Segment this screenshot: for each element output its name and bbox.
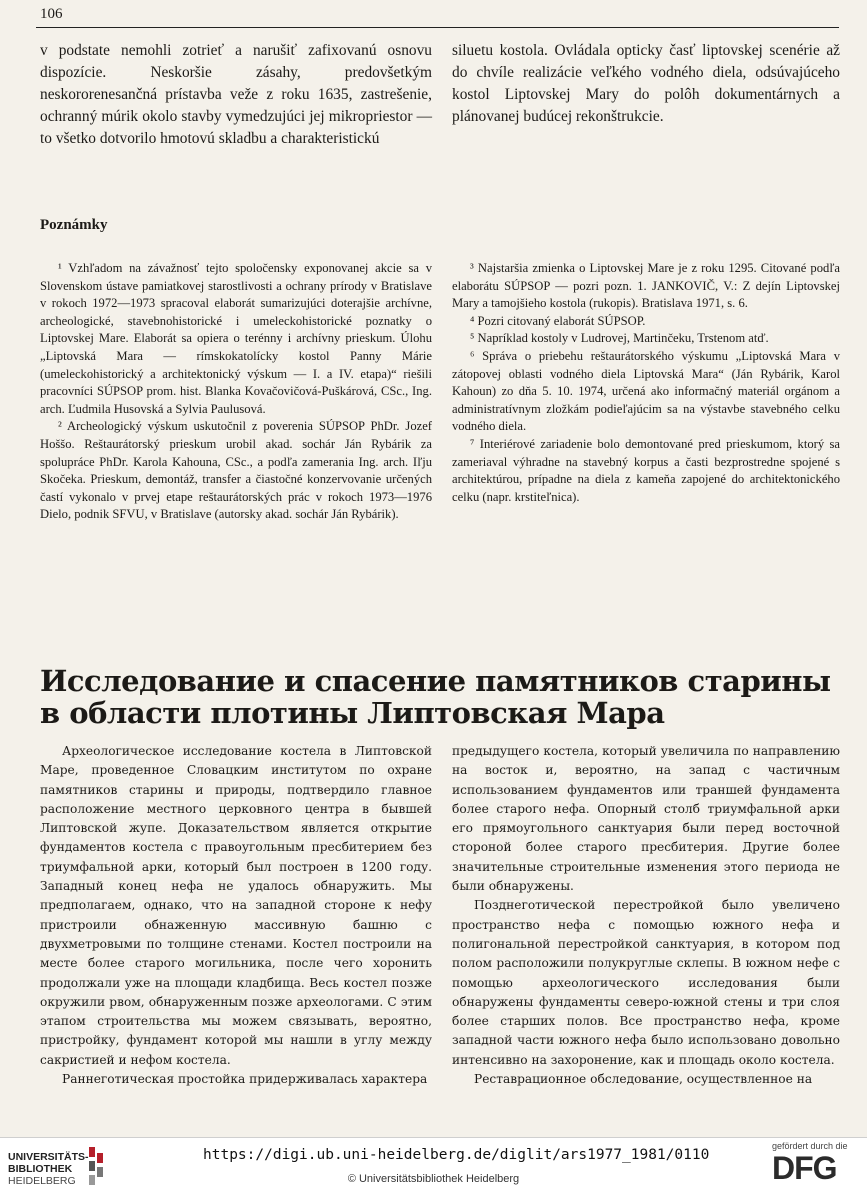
russian-left-column [40,742,432,1089]
footnote: ⁵ Napríklad kostoly v Ludrovej, Martinčeku, Trstenom atď. [470,331,769,346]
body-left-column [40,40,432,150]
page-number: 106 [40,6,63,22]
footnote: ¹ Vzhľadom na závažnosť tejto spoločensky exponovanej akcie sa v Slovenskom ústave pamiatkovej starostlivosti a ochrany prírody v Bratislave v rokoch 1972—1973 spracoval elaborát sumarizujúci doterajšie archívne, archeologické, stavebnohistorické i umeleckohistorické poznatky o Liptovskej Mare. Elaborát sa opiera o terénny i archívny prieskum. Úlohu „Liptovská Mara — rímskokatolícky kostol Panny Márie (umeleckohistorický a architektonický výskum — I. a IV. etapa)“ riešili pracovníci SÚPSOP prom. hist. Blanka Kovačovičová-Puškárová, CSc., Ing. arch. Ľudmila Husovská a Sylvia Paulusová. [40,261,432,416]
footer-bar [0,1137,867,1196]
russian-title [40,665,840,729]
copyright-notice [0,1173,867,1185]
russian-paragraph: предыдущего костела, который увеличила по направлению на восток и, вероятно, на запад с частичным использованием фундаментов или траншей фундамента более старого нефа. Опорный столб триумфальной арки его прямоугольного санктуария были перед восточной стороной более старого пресбитерия. Другие более значительные строительные изменения этого периода не были обнаружены. [452,744,840,894]
funder-logo[interactable]: DFG [772,1150,837,1186]
permalink-url[interactable]: https://digi.ub.uni-heidelberg.de/diglit/ars1977_1981/0110 [203,1147,710,1163]
russian-right-column [452,742,840,1089]
russian-title-line: в области плотины Липтовская Мара [40,696,665,730]
library-logo-line: HEIDELBERG [8,1175,76,1187]
notes-heading: Poznámky [40,217,108,233]
notes-right-column [452,260,840,506]
russian-paragraph: Позднеготической перестройкой было увеличено пространство нефа с помощью южного нефа и полигональной перестройкой санктуария, в котором под полом расположили полукруглые склепы. В южном нефе с помощью археологического исследования были обнаружены фундаменты северо-южной стены и три слоя более старших полов. Все пространство нефа, кроме западной части южного нефа было использовано довольно интенсивно на захоронение, как и площадь около костела. [452,898,840,1067]
funder-label: gefördert durch die [772,1141,848,1151]
footnote: ² Archeologický výskum uskutočnil z poverenia SÚPSOP PhDr. Jozef Hoššo. Reštaurátorský prieskum urobil akad. sochár Ján Rybárik za spolupráce PhDr. Karola Kahouna, CSc., a podľa zamerania Ing. arch. Iľju Skočeka. Prieskum, demontáž, transfer a čiastočné konzervovanie určených častí vykonalo v prvej etape reštaurátorských prác v rokoch 1973—1976 Dielo, podnik SFVU, v Bratislave (autorsky akad. sochár Ján Rybárik). [40,419,432,522]
copyright-text: © Universitätsbibliothek Heidelberg [347,1173,520,1185]
russian-title-line: Исследование и спасение памятников старины [40,664,831,698]
library-logo-line: UNIVERSITÄTS- [8,1151,89,1163]
footnote: ⁴ Pozri citovaný elaborát SÚPSOP. [470,313,646,328]
body-paragraph: siluetu kostola. Ovládala opticky časť liptovskej scenérie až do chvíle realizácie veľkého vodného diela, odsúvajúceho kostol Liptovskej Mary do polôh dokumentárnych a plánovanej budúcej rekonštrukcie. [452,42,840,125]
footnote: ³ Najstaršia zmienka o Liptovskej Mare je z roku 1295. Citované podľa elaborátu SÚPSOP — pozri pozn. 1. JANKOVIČ, V.: Z dejín Liptovskej Mary a tamojšieho kostola (rukopis). Bratislava 1971, s. 6. [452,261,840,311]
russian-paragraph: Археологическое исследование костела в Липтовской Маре, проведенное Словацким институтом по охране памятников старины и природы, подтвердило главное расположение местного церковного центра в бывшей Липтовской жупе. Доказательством является открытие фундаментов костела с правоугольным пресбитерием без триумфальной арки, который был построен в 1200 году. Западный конец нефа не удалось обнаружить. Мы предполагаем, однако, что на западной стороне к нефу пристроили обнаженную массивную башню с двухметровыми по толщине стенами. Костел построили на месте более старого могильника, после чего хоронить продолжали уже на площади кладбища. Весь костел позже окружили рвом, обнаруженным позже археологами. С этим этапом строительства мы можем связывать, вероятно, пристройку, фундамент которой мы нашли в углу между сакристией и нефом костела. [40,744,432,1067]
footnote: ⁶ Správa o priebehu reštaurátorského výskumu „Liptovská Mara v zátopovej oblasti vodného diela Liptovská Mara“ (Ján Rybárik, Karol Kahoun) zo dňa 5. 10. 1974, určená ako informačný materiál orgánom a administratívnym zložkám podieľajúcim sa na výstavbe stavebného celku vodného diela. [452,348,840,434]
top-rule [36,27,839,28]
russian-paragraph: Реставрационное обследование, осуществленное на [474,1072,813,1087]
library-logo-line: BIBLIOTHEK [8,1163,73,1175]
russian-paragraph: Раннеготическая простойка придерживалась характера [62,1072,428,1087]
footer-rule [0,1137,867,1138]
notes-left-column [40,260,432,524]
body-right-column [452,40,840,128]
footnote: ⁷ Interiérové zariadenie bolo demontované pred prieskumom, ktorý sa zameriaval výhradne na stavebný korpus a časti bezprostredne spojené s architektúrou, prípadne na diela z kameňa zapojené do architektonického celku (napr. krstiteľnica). [452,436,840,504]
body-paragraph: v podstate nemohli zotrieť a narušiť zafixovanú osnovu dispozície. Neskoršie zásahy, predovšetkým neskororenesančná prístavba veže z roku 1635, zastrešenie, ochranný múrik okolo stavby vymedzujúci jej mikropriestor — to všetko dotvorilo hmotovú skladbu a charakteristickú [40,42,432,147]
